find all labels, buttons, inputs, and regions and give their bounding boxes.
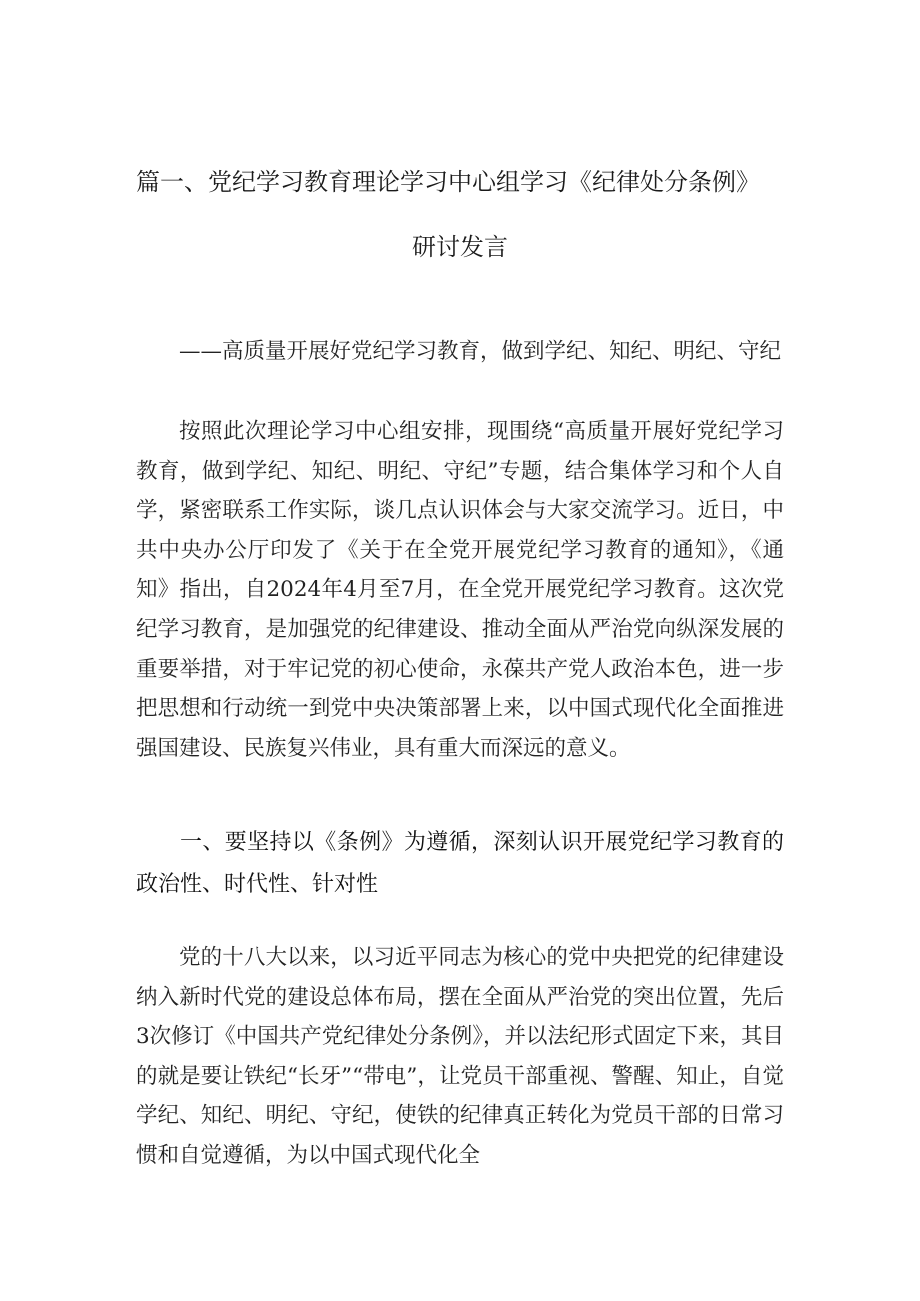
document-title-line-1: 篇一、党纪学习教育理论学习中心组学习《纪律处分条例》 (136, 168, 760, 196)
section-heading-1: 一、要坚持以《条例》为遵循，深刻认识开展党纪学习教育的政治性、时代性、针对性 (136, 830, 784, 897)
paragraph-section-1: 党的十八大以来，以习近平同志为核心的党中央把党的纪律建设纳入新时代党的建设总体布局，摆在全面从严治党的突出位置，先后3次修订《中国共产党纪律处分条例》，并以法纪形式固定下来，其目的就是要让铁纪“长牙”“带电”，让党员干部重视、警醒、知止，自觉学纪、知纪、明纪、守纪，使铁的纪律真正转化为党员干部的日常习惯和自觉遵循，为以中国式现代化全 (136, 945, 784, 1168)
document-title-line-2: 研讨发言 (412, 233, 508, 261)
paragraph-intro: 按照此次理论学习中心组安排，现围绕“高质量开展好党纪学习教育，做到学纪、知纪、明纪、守纪”专题，结合集体学习和个人自学，紧密联系工作实际，谈几点认识体会与大家交流学习。近日，中共中央办公厅印发了《关于在全党开展党纪学习教育的通知》，《通知》指出，自2024年4月至7月，在全党开展党纪学习教育。这次党纪学习教育，是加强党的纪律建设、推动全面从严治党向纵深发展的重要举措，对于牢记党的初心使命，永葆共产党人政治本色，进一步把思想和行动统一到党中央决策部署上来，以中国式现代化全面推进强国建设、民族复兴伟业，具有重大而深远的意义。 (136, 419, 784, 761)
document-subtitle: ——高质量开展好党纪学习教育，做到学纪、知纪、明纪、守纪 (179, 339, 782, 364)
